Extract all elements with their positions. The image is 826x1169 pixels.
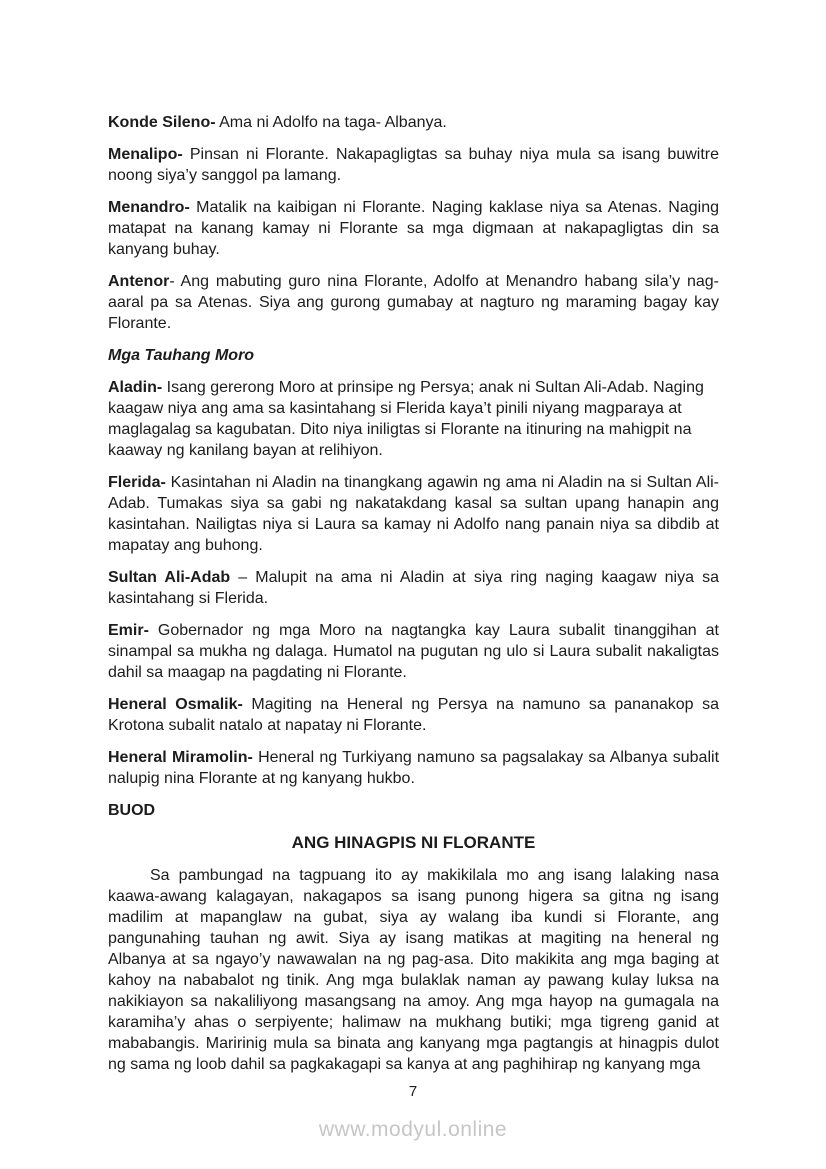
character-description: Ama ni Adolfo na taga- Albanya.: [215, 114, 447, 131]
character-description: Kasintahan ni Aladin na tinangkang agawin ng ama ni Aladin na si Sultan Ali-Adab. Tumakas siya sa gabi ng nakatakdang kasal sa sultan upang hanapin ang kasintahan. Nailigtas niya si Laura sa kamay ni Adolfo nang panain niya sa dibdib at mapatay ang buhong.: [108, 474, 719, 554]
character-description: Matalik na kaibigan ni Florante. Naging kaklase niya sa Atenas. Naging matapat na kanang kamay ni Florante sa mga digmaan at nakapagligtas din sa kanyang buhay.: [108, 199, 719, 258]
character-entry-konde-sileno: [108, 112, 719, 133]
character-name: Emir-: [108, 622, 149, 639]
character-entry-aladin: [108, 377, 719, 461]
buod-summary-paragraph: Sa pambungad na tagpuang ito ay makikilala mo ang isang lalaking nasa kaawa-awang kalagayan, nakagapos sa isang punong higera sa gitna ng isang madilim at mapanglaw na gubat, siya ay walang iba kundi si Florante, ang pangunahing tauhan ng awit. Siya ay isang matikas at magiting na heneral ng Albanya at sa ngayo’y nawawalan na ng pag-asa. Dito makikita ang mga baging at kahoy na nababalot ng tinik. Ang mga bulaklak naman ay pawang kulay luksa na nakikiayon sa nakaliliyong masangsang na amoy. Ang mga hayop na gumagala na karamiha’y ahas o serpiyente; halimaw na mukhang butiki; mga tigreng ganid at mababangis. Maririnig mula sa binata ang kanyang mga pagtangis at hinagpis dulot ng sama ng loob dahil sa pagkakagapi sa kanya at ang paghihirap ng kanyang mga: [108, 867, 719, 1073]
character-name: Heneral Miramolin-: [108, 749, 253, 766]
character-description: Magiting na Heneral ng Persya na namuno sa pananakop sa Krotona subalit natalo at napatay ni Florante.: [108, 696, 720, 734]
page-number: 7: [408, 1083, 418, 1100]
buod-section-label: BUOD: [108, 802, 156, 819]
character-description: Heneral ng Turkiyang namuno sa pagsalakay sa Albanya subalit nalupig nina Florante at ng kanyang hukbo.: [108, 749, 720, 787]
character-entry-heneral-miramolin: [108, 747, 719, 789]
character-description: Pinsan ni Florante. Nakapagligtas sa buhay niya mula sa isang buwitre noong siya’y sanggol pa lamang.: [108, 146, 719, 184]
section-heading-mga-tauhang-moro: Mga Tauhang Moro: [108, 347, 255, 364]
character-name: Antenor: [108, 273, 170, 290]
character-name: Menalipo-: [108, 146, 183, 163]
character-description: Gobernador ng mga Moro na nagtangka kay Laura subalit tinanggihan at sinampal sa mukha ng dalaga. Humatol na pugutan ng ulo si Laura subalit nakaligtas dahil sa maagap na pagdating ni Florante.: [108, 622, 719, 681]
character-entry-menalipo: [108, 144, 719, 186]
character-entry-flerida: [108, 472, 719, 556]
character-name: Menandro-: [108, 199, 190, 216]
character-description: – Malupit na ama ni Aladin at siya ring naging kaagaw niya sa kasintahang si Flerida.: [108, 569, 720, 607]
character-name: Aladin-: [108, 379, 163, 396]
character-entry-emir: [108, 620, 719, 683]
character-entry-sultan-ali-adab: [108, 567, 719, 609]
character-name: Sultan Ali-Adab: [108, 569, 231, 586]
character-name: Konde Sileno-: [108, 114, 216, 131]
character-description: - Ang mabuting guro nina Florante, Adolfo at Menandro habang sila’y nag-aaral pa sa Atenas. Siya ang gurong gumabay at nagturo ng maraming bagay kay Florante.: [108, 273, 719, 332]
character-description: Isang gererong Moro at prinsipe ng Persya; anak ni Sultan Ali-Adab. Naging kaagaw niya ang ama sa kasintahang si Flerida kaya’t pinili niyang magparaya at maglagalag sa kagubatan. Dito niya iniligtas si Florante na itinuring na mahigpit na kaaway ng kanilang bayan at relihiyon.: [108, 379, 704, 459]
document-title: ANG HINAGPIS NI FLORANTE: [291, 833, 536, 852]
character-name: Heneral Osmalik-: [108, 696, 243, 713]
watermark-url: www.modyul.online: [318, 1118, 508, 1141]
character-entry-menandro: [108, 197, 719, 260]
character-entry-heneral-osmalik: [108, 694, 719, 736]
character-entry-antenor: [108, 271, 719, 334]
character-name: Flerida-: [108, 474, 166, 491]
